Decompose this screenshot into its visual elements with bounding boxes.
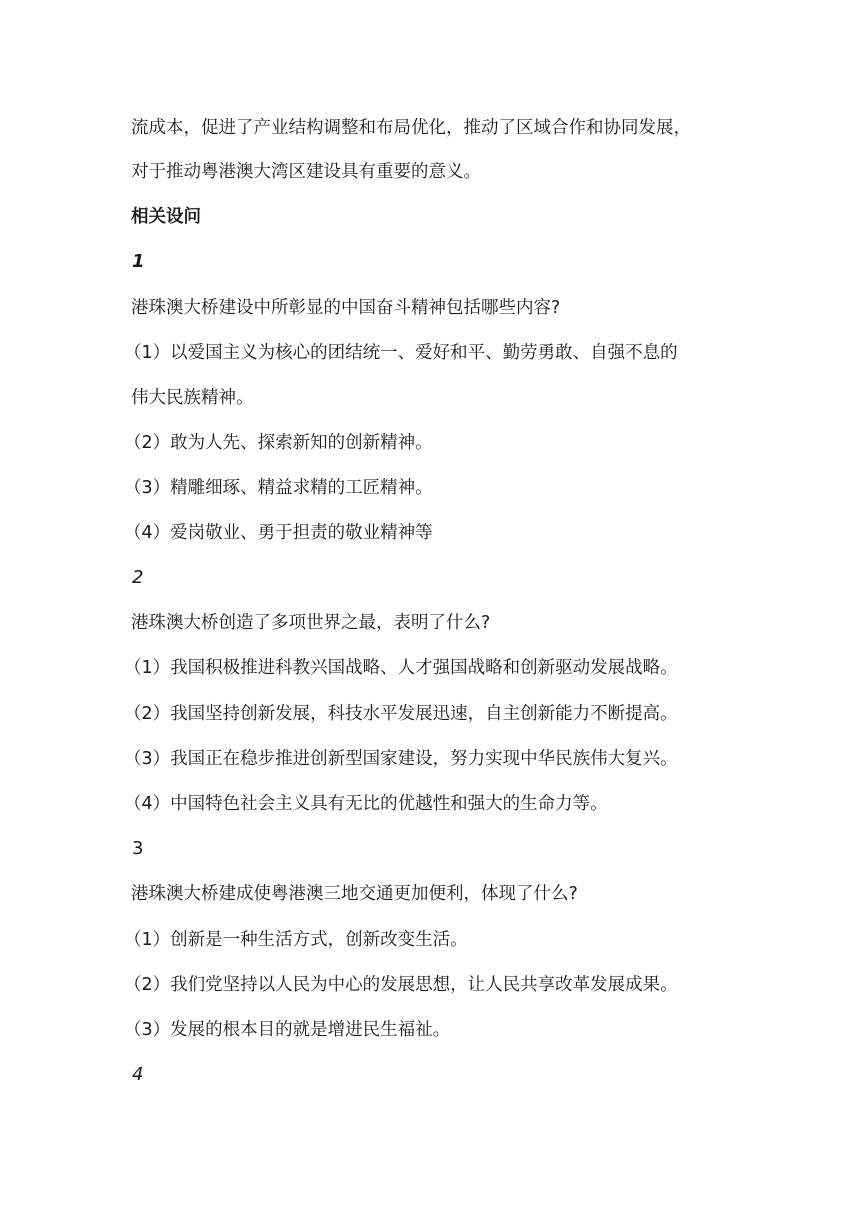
question-1-text: 港珠澳大桥建设中所彰显的中国奋斗精神包括哪些内容? <box>131 298 561 318</box>
question-3-answer-3: （3）发展的根本目的就是增进民生福祉。 <box>124 1020 451 1040</box>
question-1-answer-3: （3）精雕细琢、精益求精的工匠精神。 <box>124 478 433 498</box>
question-3-answer-2: （2）我们党坚持以人民为中心的发展思想，让人民共享改革发展成果。 <box>124 975 678 995</box>
question-2-answer-2: （2）我国坚持创新发展，科技水平发展迅速，自主创新能力不断提高。 <box>124 704 678 724</box>
question-2-answer-3: （3）我国正在稳步推进创新型国家建设，努力实现中华民族伟大复兴。 <box>124 749 678 769</box>
question-2-text: 港珠澳大桥创造了多项世界之最，表明了什么? <box>131 613 491 633</box>
question-1-answer-2: （2）敢为人先、探索新知的创新精神。 <box>124 433 433 453</box>
question-1-answer-1-cont: 伟大民族精神。 <box>131 388 254 408</box>
question-1-number: 1 <box>132 251 145 272</box>
section-title: 相关设问 <box>131 207 201 227</box>
question-1-answer-4: （4）爱岗敬业、勇于担责的敬业精神等 <box>124 523 433 543</box>
intro-line-1: 流成本，促进了产业结构调整和布局优化，推动了区域合作和协同发展， <box>131 118 691 138</box>
question-1-answer-1: （1）以爱国主义为核心的团结统一、爱好和平、勤劳勇敢、自强不息的 <box>124 343 678 363</box>
question-4-number: 4 <box>132 1064 144 1085</box>
question-3-text: 港珠澳大桥建成使粤港澳三地交通更加便利，体现了什么? <box>131 884 578 904</box>
question-3-number: 3 <box>132 838 144 859</box>
question-3-answer-1: （1）创新是一种生活方式，创新改变生活。 <box>124 930 468 950</box>
question-2-number: 2 <box>132 567 144 588</box>
question-2-answer-4: （4）中国特色社会主义具有无比的优越性和强大的生命力等。 <box>124 794 608 814</box>
question-2-answer-1: （1）我国积极推进科教兴国战略、人才强国战略和创新驱动发展战略。 <box>124 658 678 678</box>
intro-line-2: 对于推动粤港澳大湾区建设具有重要的意义。 <box>131 162 481 182</box>
